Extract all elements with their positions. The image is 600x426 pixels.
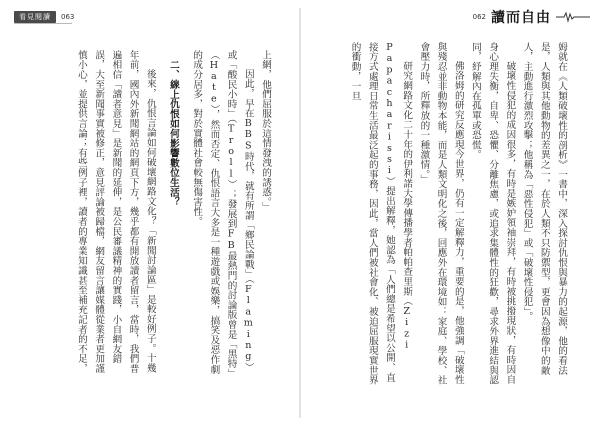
left-paragraph: 後來，仇恨言論如何破壞網路文化？「新聞討論區」是較好例子。十幾年前，國內外新聞網站的網頁下方，幾乎都有開放讀者留言，當時，我們普遍相信「讀者意見」是新聞的延伸，是公民審議精神的實踐，小自網友錯誤，大至新聞事實被修正，意見評論被歸檔，網友留言讓媒體從業者更加謹慎小心，並提供言論；有些例子裡，讀者的專業知識甚至補充記者的不足， [75, 50, 156, 374]
head-rule [14, 23, 72, 24]
left-paragraph: 因此，早在BBS時代，就有所謂「鄉民論戰」（Flaming）或「酸民小時」（Troll）；發展到FB最熱門的討論版曾是「黑特」（Hate），然而否定、仇恨語言大多是一種遊戲或娛樂，搞笑及惡作劇的成分居多，對於實體社會較無傷害性。 [191, 50, 254, 375]
right-body-text [338, 42, 570, 387]
right-paragraph: 破壞性侵犯的成因很多，有時是嫉妒領袖崇拜，有時被挑撥現狀，有時因自身心理失衡，自卑、恐懼、分離焦慮，或追求集體性的狂歡，尋求外界進結與認同，紓解內在孤單或恐慌。 [469, 42, 516, 385]
left-running-head [14, 12, 74, 22]
right-page-number: 062 [472, 13, 486, 21]
right-running-head [473, 7, 590, 27]
right-paragraph: 研究網路文化二十年的伊利諾大學傳播學者帕帕查里斯（Zizi Papacharissi）提出解釋，她認為「人們總是希望以公開、直接方式處理日常生活最泛起的事務，因此，當人們被社會化、被迫屈服現實世界的衝動，一旦 [349, 42, 413, 385]
right-paragraph: 姆就在《人類破壞性的剖析》一書中，深入探討仇恨與暴力的起源，他的看法是，人類與其他動物的差異之一，在於人類不只防禦型，更會因為想像中的敵人，主動進行激烈攻擊；他稱為「惡性侵犯」或「破壞性侵犯」。 [521, 42, 567, 376]
left-page-number: 063 [61, 13, 75, 21]
right-paragraph: 佛洛姆的研究反應現今世界，仍有一定解釋力，重要的是，他強調「破壞性與殘忍並非動物本能，而是人類文明化之後，回應外在環境如：家庭、學校、社會壓力時，所釋放的一種激情。」 [418, 42, 464, 385]
book-title: 讀而自由 [491, 10, 551, 26]
pulse-line-icon [556, 11, 590, 23]
left-section-heading: 二、線上仇恨如何影響數位生活？ [167, 59, 179, 207]
right-page [300, 0, 600, 426]
left-paragraph: 上網，他們屈服於這情發洩的誘惑。」 [260, 50, 271, 212]
section-tag: 看見閱讀 [14, 11, 56, 23]
left-body-text [24, 50, 274, 375]
